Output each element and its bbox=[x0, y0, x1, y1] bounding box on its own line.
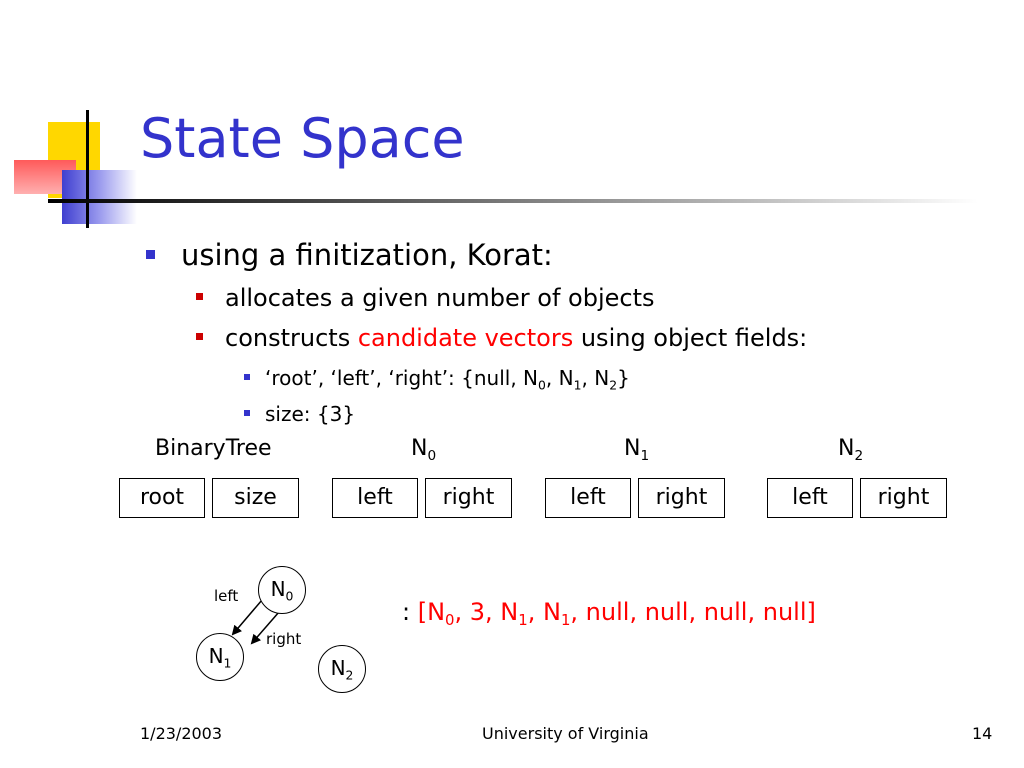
bullet-text: allocates a given number of objects bbox=[225, 284, 655, 312]
bullet-text: } bbox=[617, 366, 630, 390]
bullet-text: ‘root’, ‘left’, ‘right’: {null, N bbox=[265, 366, 539, 390]
subscript: 2 bbox=[609, 377, 618, 393]
field-box-size: size bbox=[212, 478, 299, 518]
subscript: 1 bbox=[223, 655, 232, 671]
header-text: N bbox=[624, 436, 641, 461]
bullet-text: constructs bbox=[225, 324, 358, 352]
field-box-n2-right: right bbox=[860, 478, 947, 518]
subscript: 2 bbox=[854, 447, 864, 464]
subscript: 2 bbox=[345, 667, 354, 683]
node-label: N bbox=[270, 577, 286, 601]
edge-label-right: right bbox=[266, 630, 302, 648]
candidate-vector bbox=[402, 598, 816, 630]
header-text: N bbox=[411, 436, 428, 461]
subscript: 1 bbox=[573, 377, 582, 393]
subscript: 0 bbox=[445, 611, 455, 630]
tree-node-n2 bbox=[318, 645, 366, 693]
bullet-text: using object fields: bbox=[573, 324, 808, 352]
tree-node-n1 bbox=[196, 633, 244, 681]
field-box-n0-right: right bbox=[425, 478, 512, 518]
vector-text: [N bbox=[417, 598, 446, 626]
field-box-n1-right: right bbox=[638, 478, 725, 518]
subscript: 0 bbox=[285, 588, 294, 604]
edge-left-arrow bbox=[233, 600, 262, 634]
header-text: BinaryTree bbox=[155, 436, 272, 461]
field-box-n1-left: left bbox=[545, 478, 631, 518]
bullet-text: , N bbox=[545, 366, 574, 390]
header-text: N bbox=[838, 436, 855, 461]
field-box-n0-left: left bbox=[332, 478, 418, 518]
subscript: 0 bbox=[538, 377, 546, 393]
bullet-text: size: {3} bbox=[265, 402, 356, 426]
field-box-root: root bbox=[119, 478, 205, 518]
subscript: 1 bbox=[560, 611, 571, 630]
vector-values bbox=[417, 598, 816, 630]
highlight-text: candidate vectors bbox=[357, 324, 574, 352]
footer-date: 1/23/2003 bbox=[140, 724, 223, 743]
tree-node-n0 bbox=[258, 566, 306, 614]
subscript: 0 bbox=[427, 447, 437, 464]
vector-text: , 3, N bbox=[454, 598, 519, 626]
field-box-n2-left: left bbox=[767, 478, 853, 518]
vector-text: , null, null, null, null] bbox=[570, 598, 816, 626]
slide-title: State Space bbox=[140, 107, 465, 170]
subscript: 1 bbox=[518, 611, 528, 630]
vector-text: , N bbox=[527, 598, 561, 626]
edge-label-left: left bbox=[214, 587, 239, 605]
node-label: N bbox=[330, 656, 346, 680]
footer-center: University of Virginia bbox=[482, 724, 649, 743]
subscript: 1 bbox=[640, 447, 650, 464]
bullet-text: using a finitization, Korat: bbox=[181, 238, 553, 272]
bullet-text: , N bbox=[581, 366, 610, 390]
footer-page-number: 14 bbox=[972, 724, 993, 743]
vector-prefix: : bbox=[402, 598, 418, 626]
node-label: N bbox=[208, 644, 224, 668]
